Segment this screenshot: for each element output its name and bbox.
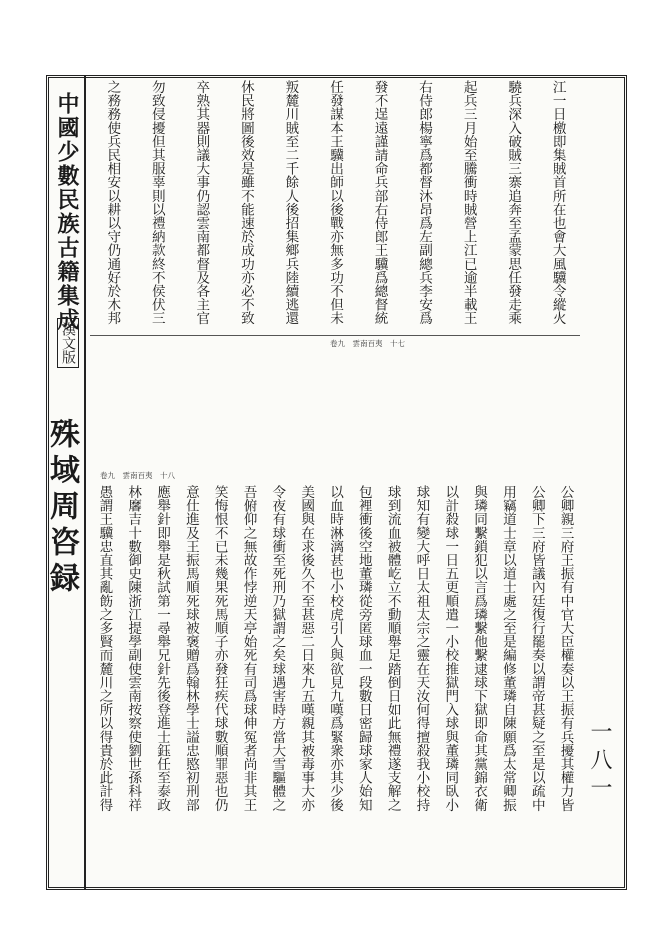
text-column: 驍兵深入破賊三寨追奔至孟蒙思任發走乘 [505, 80, 522, 325]
page-number: 一八一 [587, 720, 612, 804]
lower-text-block [90, 485, 580, 815]
text-column: 球到流血被體屹立不動順舉足踏倒日如此無禮遂支解之 [384, 485, 401, 812]
text-column: 林黁吉十數御史陳浙江提學副使雲南按察使劉世孫科祥 [125, 485, 142, 812]
text-column: 用竊道士章以道士處之至是編修董璘自陳願爲太常卿振 [499, 485, 516, 812]
text-column: 卒熟其器則議大事仍認雲南都督及各主官 [193, 80, 210, 325]
series-subtitle: 漢文版 [57, 318, 79, 368]
text-column: 以血時淋漓甚也小校虎引人與欲見九嘆爲緊衆亦其少後 [327, 485, 343, 812]
text-column: 包裡衝後空地董璘從旁匿球血一段數日密歸球家人始知 [355, 485, 372, 812]
text-column: 意仕進及王振馬順死球被褒贈爲翰林學士謚忠愍初刑部 [182, 485, 199, 812]
text-column: 江一日檄即集賊首所在也會大風驥令縱火 [549, 80, 566, 325]
text-column: 以計殺球一日五更順遣一小校推獄門入球與董璘同臥小 [442, 485, 459, 812]
upper-text-block [90, 80, 580, 330]
text-column: 應舉針即舉是秋試第一尋舉兄針先後登進士鈺任至泰政 [154, 485, 171, 812]
upper-section-marker: 卷九 雲南百夷 十七 [330, 339, 405, 348]
text-column: 愚謂王驥忠直其亂飭之多賢而麓川之所以得貴於此計得 [96, 485, 113, 812]
text-column: 右侍郎楊寧爲都督沐昂爲左副總兵李安爲 [416, 80, 433, 325]
series-title: 中國少數民族古籍集成 [54, 92, 80, 332]
text-column: 球知有變大呼日太祖太宗之靈在天汝何得擅殺我小校持 [413, 485, 430, 812]
text-column: 笑悔恨不已未幾果死馬順子亦發狂疾代球數順罪惡也仍 [211, 485, 228, 812]
text-column: 與璘同繫鎖犯以言爲璘繫他繫逮球下獄即命其黨錦衣衛 [471, 485, 488, 812]
text-column: 之務務使兵民相安以耕以守仍通好於木邦 [104, 80, 121, 325]
text-column: 叛麓川賊至二千餘人後招集鄉兵陸續逃還 [282, 80, 299, 325]
text-column: 令夜有球衝至死刑乃獄謂之矣球遇害時方當大雪驅體之 [269, 485, 286, 812]
text-column: 勿致侵擾但其服辜則以禮納款終不侯伏三 [148, 80, 165, 325]
text-column: 發不逞遠謹請命兵部右侍郎王驥爲總督統 [371, 80, 388, 325]
text-column: 公卿親三府王振有中官大臣權奏以王振有兵擾其權力皆 [557, 485, 574, 812]
text-column: 任發謀本王驥出師以後戰亦無多功不但未 [327, 80, 343, 325]
lower-section-marker: 卷九 雲南百夷 十八 [100, 471, 175, 480]
text-column: 公卿下三府皆議內廷復行罷奏以謂帝甚疑之至是以疏中 [528, 485, 545, 812]
block-divider [90, 335, 580, 336]
text-column: 美國與在求後久不至甚惡二日來九五嘆親其被毒事大亦 [298, 485, 315, 812]
text-column: 吾俯仰之無故作悖逆天亭始死有司爲球伸冤者尚非其王 [240, 485, 257, 812]
text-column: 休民將圖後效是雖不能速於成功亦必不致 [237, 80, 254, 325]
text-column: 起兵三月始至騰衝時賊營上江已逾半載王 [460, 80, 477, 325]
book-title: 殊域周咨録 [44, 418, 79, 598]
